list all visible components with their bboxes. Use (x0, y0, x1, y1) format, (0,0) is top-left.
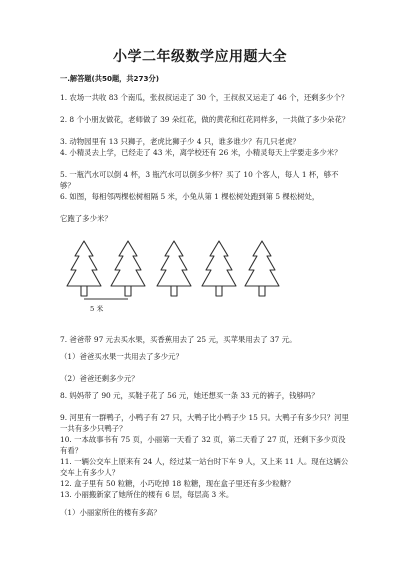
question-13-part-1: （1）小丽家所住的楼有多高？ (60, 508, 161, 517)
question-13: 13. 小丽搬新家了她所住的楼有 6 层，每层高 3 米。 (60, 490, 234, 499)
question-7-part-1: （1）爸爸买水果一共用去了多少元？ (60, 352, 183, 361)
question-10: 10. 一本故事书有 75 页，小丽第一天看了 32 页，第二天看了 27 页，还剩下多少页没有看？ (60, 435, 346, 455)
question-6-continued: 它跑了多少米？ (60, 214, 112, 223)
pine-tree-1 (67, 241, 101, 296)
pine-tree-5 (245, 241, 279, 296)
question-9: 9. 河里有一群鸭子，小鸭子有 27 只，大鸭子比小鸭子少 15 只。大鸭子有多少只？河里一共有多少只鸭子？ (60, 413, 349, 433)
question-7-part-2: （2）爸爸还剩多少元？ (60, 374, 139, 383)
question-6: 6. 如图，每相邻两棵松树相隔 5 米，小兔从第 1 棵松树处跑到第 5 棵松树处， (60, 192, 320, 201)
pine-tree-4 (202, 241, 236, 296)
question-1: 1. 农场一共收 83 个南瓜，张叔叔运走了 30 个，王叔叔又运走了 46 个，还剩多少个？ (60, 93, 349, 102)
question-2: 2. 8 个小朋友做花，老师做了 39 朵红花，做的黄花和红花同样多，一共做了多少朵花？ (60, 115, 350, 124)
pine-tree-2 (111, 241, 145, 296)
question-3: 3. 动物园里有 13 只狮子，老虎比狮子少 4 只，谁多谁少？有几只老虎？ (60, 137, 300, 146)
question-12: 12. 盒子里有 50 粒糖，小巧吃掉 18 粒糖，现在盒子里还有多少粒糖？ (60, 479, 295, 488)
page-title: 小学二年级数学应用题大全 (113, 49, 287, 65)
section-heading: 一.解答题(共50题，共273分) (60, 74, 159, 83)
pine-tree-3 (157, 241, 191, 296)
question-11: 11. 一辆公交车上原来有 24 人，经过某一站台时下车 9 人，又上来 11 人。现在这辆公交车上有多少人？ (60, 457, 349, 477)
question-5: 5. 一瓶汽水可以倒 4 杯，3 瓶汽水可以倒多少杯？买了 10 个客人，每人 1 杯，够不够？ (60, 170, 339, 190)
question-4: 4. 小精灵去上学，已经走了 43 米，离学校还有 26 米，小精灵每天上学要走多少米？ (60, 148, 342, 157)
question-7: 7. 爸爸带 97 元去买水果，买香蕉用去了 25 元，买苹果用去了 37 元。 (60, 335, 297, 344)
question-8: 8. 妈妈带了 90 元，买鞋子花了 56 元，她还想买一条 33 元的裤子，钱够吗？ (60, 391, 319, 400)
distance-label: 5 米 (90, 305, 104, 313)
